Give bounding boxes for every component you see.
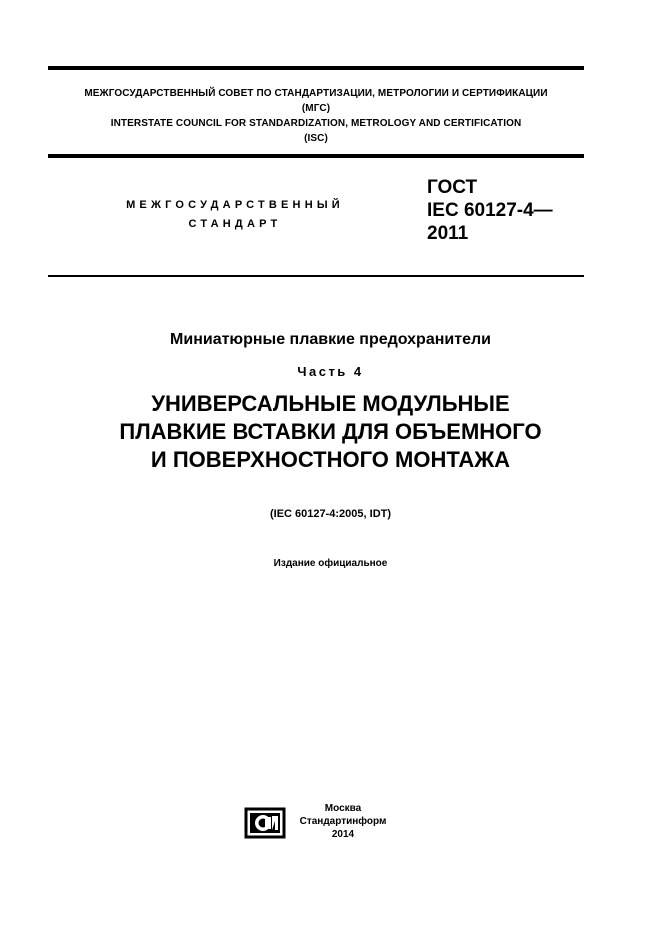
standard-label bbox=[100, 196, 370, 234]
gost-line2: IEC 60127-4— bbox=[427, 200, 553, 221]
council-name-en: INTERSTATE COUNCIL FOR STANDARDIZATION, METROLOGY AND CERTIFICATION bbox=[110, 118, 522, 129]
standard-label-line2: СТАНДАРТ bbox=[188, 218, 282, 230]
standard-label-line1: МЕЖГОСУДАРСТВЕННЫЙ bbox=[126, 199, 344, 211]
publisher-year: 2014 bbox=[331, 829, 355, 840]
document-title bbox=[0, 390, 661, 474]
document-subtitle: Миниатюрные плавкие предохранители bbox=[170, 331, 491, 348]
publisher-city: Москва bbox=[324, 803, 362, 814]
lower-divider bbox=[48, 275, 584, 277]
council-header bbox=[48, 86, 584, 146]
publisher-name: Стандартинформ bbox=[299, 816, 387, 827]
document-title-line1: УНИВЕРСАЛЬНЫЕ МОДУЛЬНЫЕ bbox=[151, 391, 510, 416]
gost-line1: ГОСТ bbox=[427, 177, 478, 198]
council-abbr-en: (ISC) bbox=[304, 133, 328, 144]
council-name-ru: МЕЖГОСУДАРСТВЕННЫЙ СОВЕТ ПО СТАНДАРТИЗАЦИИ, МЕТРОЛОГИИ И СЕРТИФИКАЦИИ bbox=[84, 88, 548, 99]
top-divider bbox=[48, 66, 584, 70]
council-abbr-ru: (МГС) bbox=[301, 103, 331, 114]
middle-divider bbox=[48, 154, 584, 158]
standartinform-logo-icon bbox=[244, 806, 286, 840]
document-title-line3: И ПОВЕРХНОСТНОГО МОНТАЖА bbox=[150, 447, 511, 472]
publisher-block bbox=[296, 802, 390, 841]
document-title-line2: ПЛАВКИЕ ВСТАВКИ ДЛЯ ОБЪЕМНОГО bbox=[119, 419, 542, 444]
gost-line3: 2011 bbox=[427, 223, 469, 244]
edition-label: Издание официальное bbox=[273, 558, 388, 569]
part-label: Часть 4 bbox=[297, 364, 364, 379]
gost-designation bbox=[427, 176, 553, 245]
identity-reference: (IEC 60127-4:2005, IDT) bbox=[269, 508, 392, 520]
